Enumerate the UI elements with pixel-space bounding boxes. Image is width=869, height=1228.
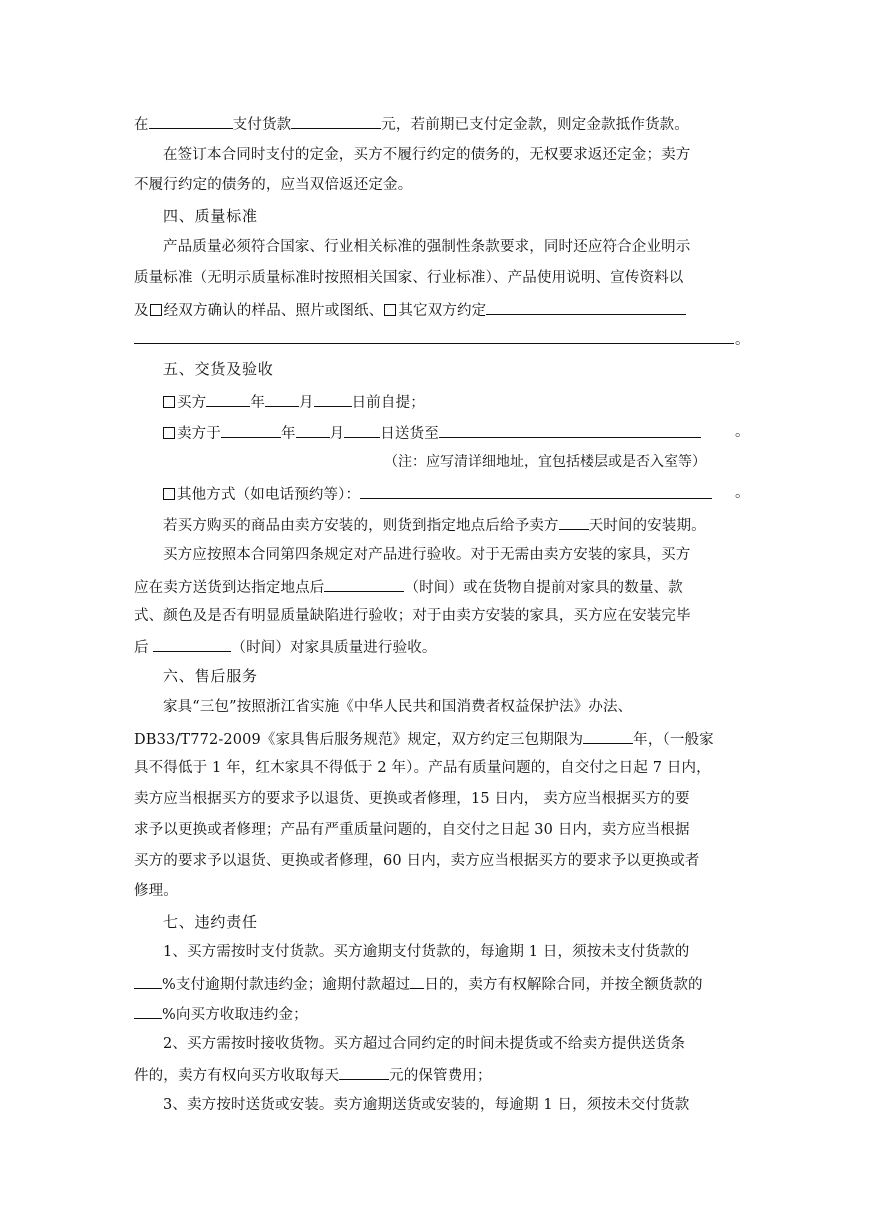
seller-delivery-checkbox[interactable]: [163, 427, 175, 439]
text-segment: 若买方购买的商品由卖方安装的，则货到指定地点后给予卖方: [163, 518, 559, 534]
period-mark: 。: [735, 424, 750, 440]
section-heading-liability: 七、违约责任: [163, 913, 258, 931]
other-method-checkbox[interactable]: [163, 488, 175, 500]
text-segment: 日的，卖方有权解除合同，并按全额货款的: [424, 977, 703, 993]
liability-line-4: 2、买方需按时接收货物。买方超过合同约定的时间未提货或不给卖方提供送货条: [163, 1036, 686, 1052]
text-segment: 年: [280, 426, 296, 442]
liability-line-2: [134, 973, 703, 995]
text-segment: 年: [250, 395, 265, 411]
text-segment: 月: [298, 395, 314, 411]
installation-period-line: [163, 514, 706, 536]
other-method-blank[interactable]: [360, 483, 712, 499]
text-segment: 卖方于: [177, 426, 221, 442]
storage-fee-blank[interactable]: [339, 1064, 389, 1080]
quality-line-1: 产品质量必须符合国家、行业相关标准的强制性条款要求，同时还应符合企业明示: [163, 239, 691, 255]
self-pickup-checkbox[interactable]: [163, 396, 175, 408]
text-segment: 日前自提；: [351, 395, 425, 411]
inspection-line-1: 买方应按照本合同第四条规定对产品进行验收。对于无需由卖方安装的家具，买方: [163, 547, 691, 563]
warranty-line-2: [134, 728, 714, 750]
text-segment: 月: [329, 426, 345, 442]
post-install-time-blank[interactable]: [153, 636, 231, 652]
warranty-line-4: 卖方应当根据买方的要求予以退货、更换或者修理，15 日内， 卖方应当根据买方的要: [134, 791, 690, 807]
warranty-line-5: 求予以更换或者修理；产品有严重质量问题的，自交付之日起 30 日内，卖方应当根据: [134, 822, 690, 838]
other-delivery-option: [163, 483, 712, 505]
liability-line-1: 1、买方需按时支付货款。买方逾期支付货款的，每逾期 1 日，须按未支付货款的: [163, 944, 690, 960]
text-segment: %支付逾期付款违约金；逾期付款超过: [162, 977, 411, 993]
text-segment: 在: [134, 117, 149, 133]
delivery-month-blank[interactable]: [296, 422, 330, 438]
liability-line-6: 3、卖方按时送货或安装。卖方逾期送货或安装的，每逾期 1 日，须按未交付货款: [163, 1097, 690, 1113]
text-segment: 应在卖方送货到达指定地点后: [134, 580, 325, 596]
liability-line-3: [134, 1003, 308, 1025]
penalty-rate-blank[interactable]: [134, 1003, 162, 1019]
payment-amount-blank[interactable]: [291, 113, 381, 129]
inspection-line-4: [134, 636, 437, 658]
delivery-year-blank[interactable]: [221, 422, 281, 438]
warranty-years-blank[interactable]: [583, 728, 633, 744]
text-segment: DB33/T772-2009《家具售后服务规范》规定，双方约定三包期限为: [134, 732, 584, 748]
liability-line-5: [134, 1064, 492, 1086]
delivery-address-blank[interactable]: [439, 422, 701, 438]
section-heading-after-sales: 六、售后服务: [163, 667, 258, 685]
warranty-line-3: 具不得低于 1 年，红木家具不得低于 2 年）。产品有质量问题的，自交付之日起 7 日内，: [134, 760, 711, 776]
other-agreement-continuation-blank[interactable]: [134, 343, 734, 344]
section-heading-delivery: 五、交货及验收: [163, 360, 274, 378]
quality-line-3: [134, 299, 686, 321]
text-segment: （时间）对家具质量进行验收。: [231, 640, 437, 656]
pickup-year-blank[interactable]: [206, 391, 250, 407]
text-segment: 及: [134, 303, 149, 319]
quality-line-2: 质量标准（无明示质量标准时按照相关国家、行业标准）、产品使用说明、宣传资料以: [134, 270, 684, 286]
payment-time-blank[interactable]: [149, 113, 233, 129]
text-segment: 天时间的安装期。: [588, 518, 706, 534]
text-segment: 元，若前期已支付定金款，则定金款抵作货款。: [381, 117, 689, 133]
text-segment: 经双方确认的样品、照片或图纸、: [163, 303, 384, 319]
other-agreement-blank[interactable]: [486, 299, 686, 315]
payment-line: [134, 113, 689, 135]
warranty-line-6: 买方的要求予以退货、更换或者修理，60 日内，卖方应当根据买方的要求予以更换或者: [134, 853, 700, 869]
pickup-month-blank[interactable]: [265, 391, 299, 407]
address-note: （注：应写清详细地址，宜包括楼层或是否入室等）: [384, 454, 706, 470]
seller-delivery-option: [163, 422, 701, 444]
late-payment-rate-blank[interactable]: [134, 973, 162, 989]
period-mark: 。: [735, 332, 750, 348]
text-segment: 元的保管费用；: [389, 1068, 492, 1084]
text-segment: （时间）或在货物自提前对家具的数量、款: [404, 580, 683, 596]
period-mark: 。: [735, 485, 750, 501]
installation-days-blank[interactable]: [559, 514, 589, 530]
inspection-line-2: [134, 576, 683, 598]
text-segment: 后: [134, 640, 149, 656]
overdue-days-blank[interactable]: [410, 973, 424, 989]
text-segment: 其它双方约定: [398, 303, 487, 319]
text-segment: 日送货至: [380, 426, 439, 442]
other-agreement-checkbox[interactable]: [384, 304, 396, 316]
text-segment: 买方: [177, 395, 207, 411]
text-segment: 其他方式（如电话预约等）：: [177, 487, 361, 503]
inspection-line-3: 式、颜色及是否有明显质量缺陷进行验收；对于由卖方安装的家具，买方应在安装完毕: [134, 608, 691, 624]
inspection-time-blank[interactable]: [324, 576, 404, 592]
deposit-clause-line-1: 在签订本合同时支付的定金，买方不履行约定的债务的，无权要求返还定金；卖方: [163, 147, 691, 163]
sample-checkbox[interactable]: [150, 304, 162, 316]
text-segment: 支付货款: [232, 117, 292, 133]
text-segment: 年，（一般家: [633, 732, 714, 748]
warranty-line-1: 家具“三包”按照浙江省实施《中华人民共和国消费者权益保护法》办法、: [163, 699, 633, 715]
warranty-line-7: 修理。: [134, 883, 178, 899]
text-segment: 件的，卖方有权向买方收取每天: [134, 1068, 340, 1084]
text-segment: %向买方收取违约金；: [162, 1007, 308, 1023]
delivery-day-blank[interactable]: [344, 422, 380, 438]
self-pickup-option: [163, 391, 425, 413]
section-heading-quality: 四、质量标准: [163, 207, 258, 225]
deposit-clause-line-2: 不履行约定的债务的，应当双倍返还定金。: [134, 177, 413, 193]
pickup-day-blank[interactable]: [314, 391, 352, 407]
